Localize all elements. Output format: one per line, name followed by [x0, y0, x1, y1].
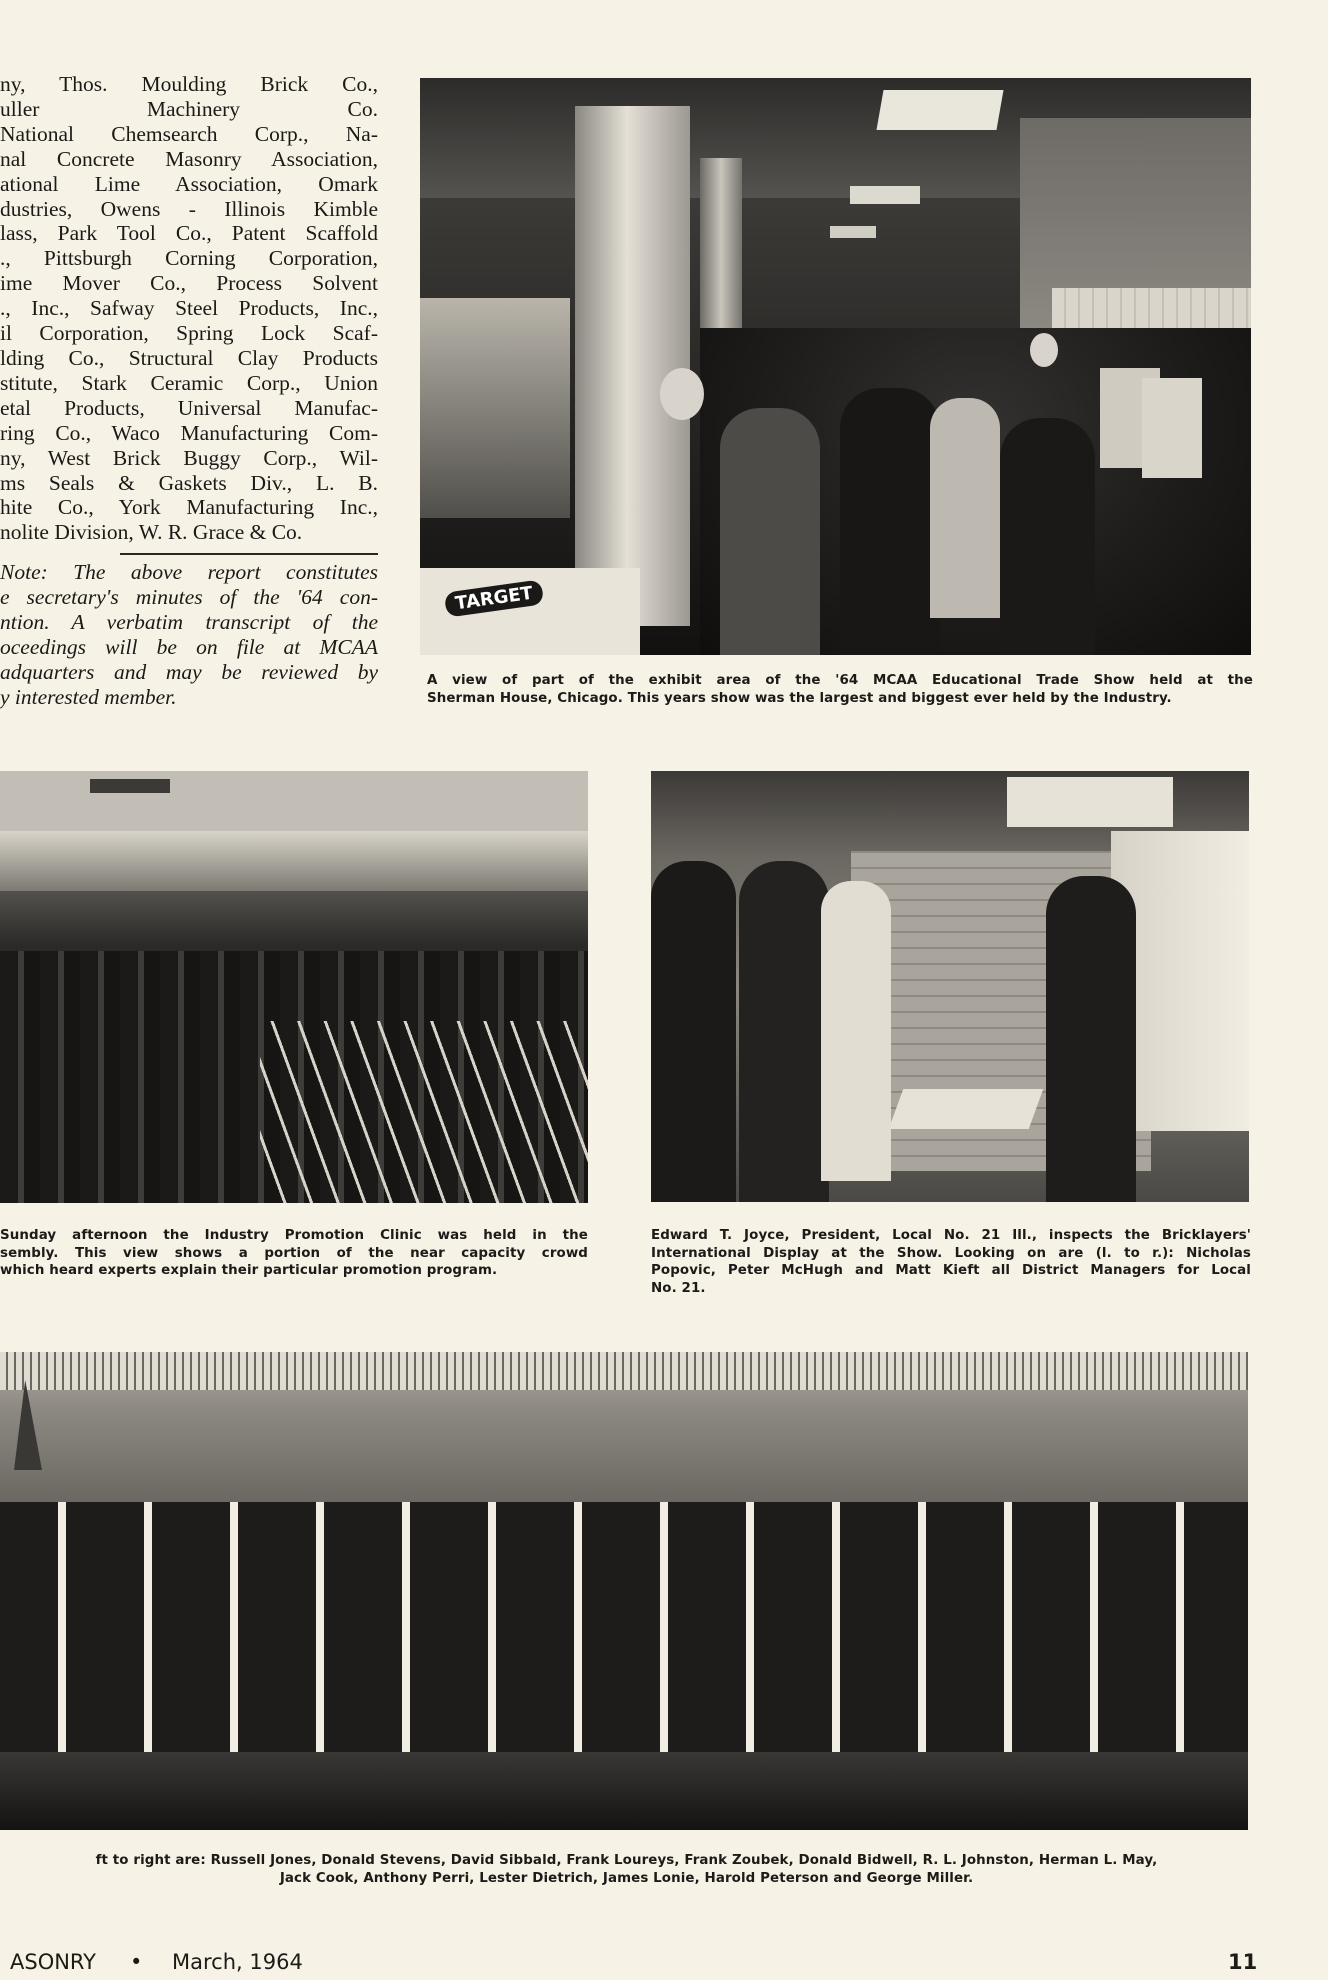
- paragraph-line: National Chemsearch Corp., Na-: [0, 121, 378, 146]
- person: [1046, 876, 1136, 1202]
- paragraph-line: lding Co., Structural Clay Products: [0, 345, 378, 370]
- display-caption: [651, 1227, 1251, 1297]
- caption-line: Edward T. Joyce, President, Local No. 21 Ill., inspects the Bricklayers': [651, 1228, 1251, 1243]
- paragraph-line: ny, West Brick Buggy Corp., Wil-: [0, 445, 378, 470]
- paragraph-line: ny, Thos. Moulding Brick Co.,: [0, 72, 378, 96]
- note-line: adquarters and may be reviewed by: [0, 659, 378, 684]
- paragraph-line: hite Co., York Manufacturing Inc.,: [0, 495, 378, 520]
- caption-line: which heard experts explain their particular promotion program.: [0, 1263, 498, 1279]
- caption-line: Popovic, Peter McHugh and Matt Kieft all District Managers for Local: [651, 1263, 1251, 1279]
- person: [1000, 418, 1095, 655]
- paragraph-line: ms Seals & Gaskets Div., L. B.: [0, 470, 378, 495]
- ceiling-light: [876, 90, 1003, 130]
- target-sign: TARGET: [444, 579, 545, 617]
- trade-show-caption: [427, 672, 1253, 707]
- paragraph-line: ., Inc., Safway Steel Products, Inc.,: [0, 296, 378, 321]
- paragraph-line: ime Mover Co., Process Solvent: [0, 271, 378, 296]
- caption-line: No. 21.: [651, 1280, 706, 1296]
- caption-line: ft to right are: Russell Jones, Donald Stevens, David Sibbald, Frank Loureys, Frank Zoubek, Donald Bidwell, R. L. Johnston, Herman L. May,: [95, 1853, 1158, 1868]
- paragraph-line: il Corporation, Spring Lock Scaf-: [0, 321, 378, 346]
- sign-board: [1142, 378, 1202, 478]
- publication-name: ASONRY: [10, 1950, 97, 1974]
- caption-line: International Display at the Show. Looking on are (l. to r.): Nicholas: [651, 1245, 1251, 1261]
- balloon: [1030, 333, 1058, 367]
- paragraph-line: ., Pittsburgh Corning Corporation,: [0, 246, 378, 271]
- paragraph-line: lass, Park Tool Co., Patent Scaffold: [0, 221, 378, 246]
- back-wall: [0, 831, 588, 891]
- balloon: [660, 368, 704, 420]
- caption-line: Sunday afternoon the Industry Promotion Clinic was held in the: [0, 1228, 588, 1243]
- ornamental-frieze: [0, 1352, 1248, 1390]
- note-line: y interested member.: [0, 684, 177, 709]
- person: [840, 388, 940, 655]
- lineup: [0, 1502, 1248, 1752]
- ceiling: [0, 771, 588, 831]
- paragraph-line: etal Products, Universal Manufac-: [0, 395, 378, 420]
- display-photo: [651, 771, 1249, 1202]
- chair-row: [260, 1021, 588, 1203]
- note-line: oceedings will be on file at MCAA: [0, 634, 378, 659]
- person: [651, 861, 736, 1202]
- group-caption: [0, 1852, 1253, 1887]
- paragraph-line: stitute, Stark Ceramic Corp., Union: [0, 370, 378, 395]
- paragraph-line: dustries, Owens - Illinois Kimble: [0, 196, 378, 221]
- caption-line: sembly. This view shows a portion of the near capacity crowd: [0, 1245, 588, 1261]
- caption-line: Sherman House, Chicago. This years show was the largest and biggest ever held by the Industry.: [427, 690, 1172, 706]
- caption-line: Jack Cook, Anthony Perri, Lester Dietrich, James Lonie, Harold Peterson and George Miller.: [279, 1870, 974, 1886]
- editor-note: [0, 560, 378, 709]
- clinic-photo: [0, 771, 588, 1203]
- person: [720, 408, 820, 655]
- paragraph-line: nolite Division, W. R. Grace & Co.: [0, 520, 303, 545]
- paragraph-line: nal Concrete Masonry Association,: [0, 146, 378, 171]
- exhibitor-list-paragraph: [0, 72, 378, 545]
- clinic-caption: [0, 1227, 588, 1280]
- person: [821, 881, 891, 1181]
- booth-left: [420, 298, 570, 518]
- paragraph-line: uller Machinery Co.: [0, 96, 378, 121]
- person: [739, 861, 829, 1202]
- ceiling-vent: [90, 779, 170, 793]
- trade-show-photo: [420, 78, 1251, 655]
- divider-rule: [120, 553, 378, 555]
- ceiling-light: [830, 226, 876, 238]
- banner: [1007, 777, 1173, 827]
- note-line: Note: The above report constitutes: [0, 560, 378, 584]
- page-number: 11: [1228, 1950, 1258, 1974]
- flag: [14, 1380, 42, 1470]
- note-line: ntion. A verbatim transcript of the: [0, 609, 378, 634]
- bench: [889, 1089, 1044, 1129]
- note-line: e secretary's minutes of the '64 con-: [0, 584, 378, 609]
- ceiling-light: [850, 186, 920, 204]
- footer-bullet: •: [130, 1950, 143, 1974]
- paragraph-line: ational Lime Association, Omark: [0, 171, 378, 196]
- paragraph-line: ring Co., Waco Manufacturing Com-: [0, 420, 378, 445]
- floor: [0, 1752, 1248, 1830]
- group-photo: [0, 1352, 1248, 1830]
- caption-line: A view of part of the exhibit area of the '64 MCAA Educational Trade Show held at the: [427, 673, 1253, 688]
- person: [930, 398, 1000, 618]
- issue-date: March, 1964: [172, 1950, 303, 1974]
- page-footer: [0, 1950, 1328, 1980]
- column: [575, 106, 690, 626]
